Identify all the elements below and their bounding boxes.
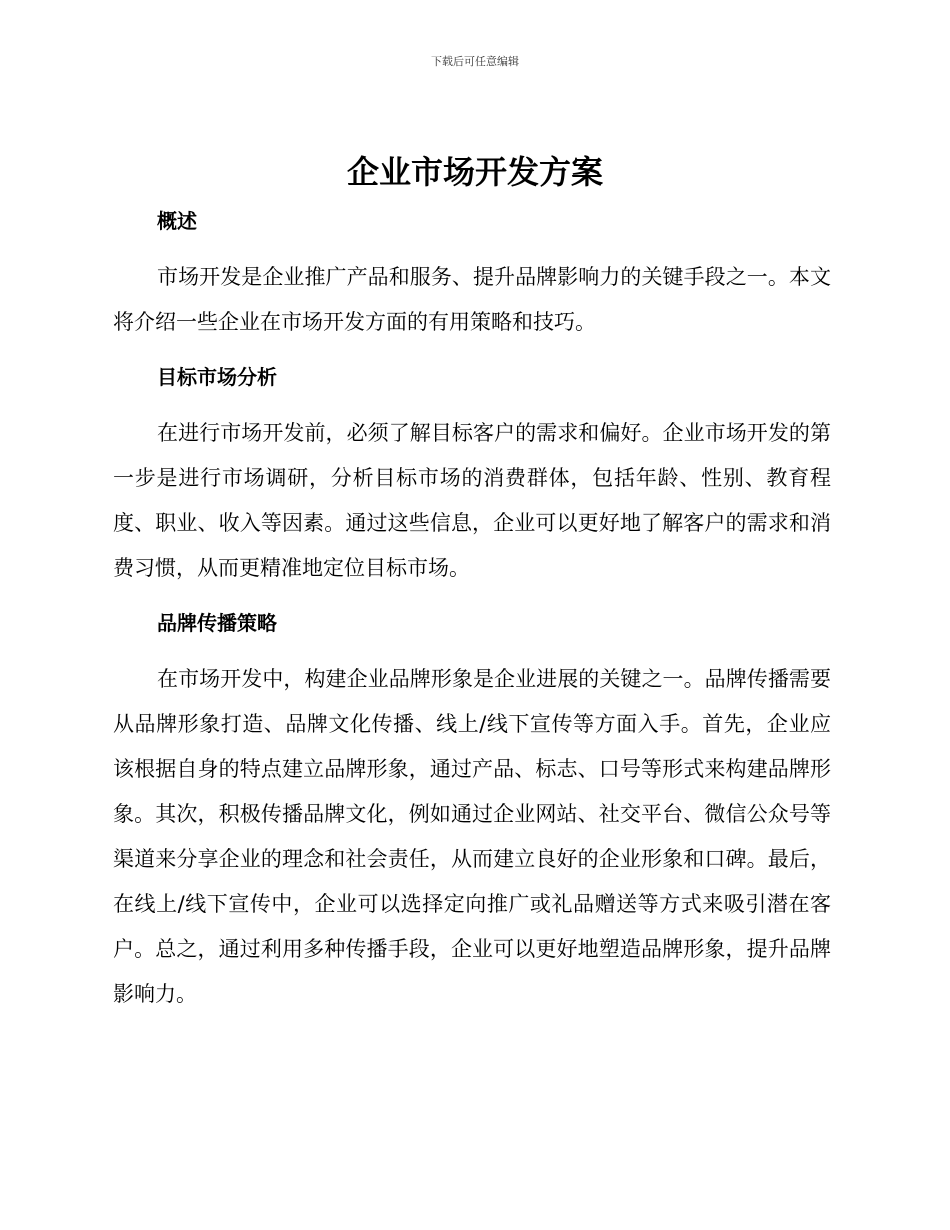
document-title: 企业市场开发方案 (346, 153, 603, 191)
section-paragraph-target-market: 在进行市场开发前，必须了解目标客户的需求和偏好。企业市场开发的第一步是进行市场调研，分析目标市场的消费群体，包括年龄、性别、教育程度、职业、收入等因素。通过这些信息，企业可以更好地了解客户的需求和消费习惯，从而更精准地定位目标市场。 (113, 421, 831, 580)
section-heading-target-market: 目标市场分析 (157, 365, 277, 389)
section-heading-brand-strategy: 品牌传播策略 (157, 611, 277, 635)
section-paragraph-brand-strategy: 在市场开发中，构建企业品牌形象是企业进展的关键之一。品牌传播需要从品牌形象打造、品牌文化传播、线上/线下宣传等方面入手。首先，企业应该根据自身的特点建立品牌形象，通过产品、标志、口号等形式来构建品牌形象。其次，积极传播品牌文化，例如通过企业网站、社交平台、微信公众号等渠道来分享企业的理念和社会责任，从而建立良好的企业形象和口碑。最后，在线上/线下宣传中，企业可以选择定向推广或礼品赠送等方式来吸引潜在客户。总之，通过利用多种传播手段，企业可以更好地塑造品牌形象，提升品牌影响力。 (113, 667, 831, 1006)
document-body (113, 203, 831, 1017)
page-header-note: 下载后可任意编辑 (431, 55, 519, 68)
section-paragraph-overview: 市场开发是企业推广产品和服务、提升品牌影响力的关键手段之一。本文将介绍一些企业在市场开发方面的有用策略和技巧。 (113, 265, 831, 334)
section-heading-overview: 概述 (157, 209, 197, 233)
